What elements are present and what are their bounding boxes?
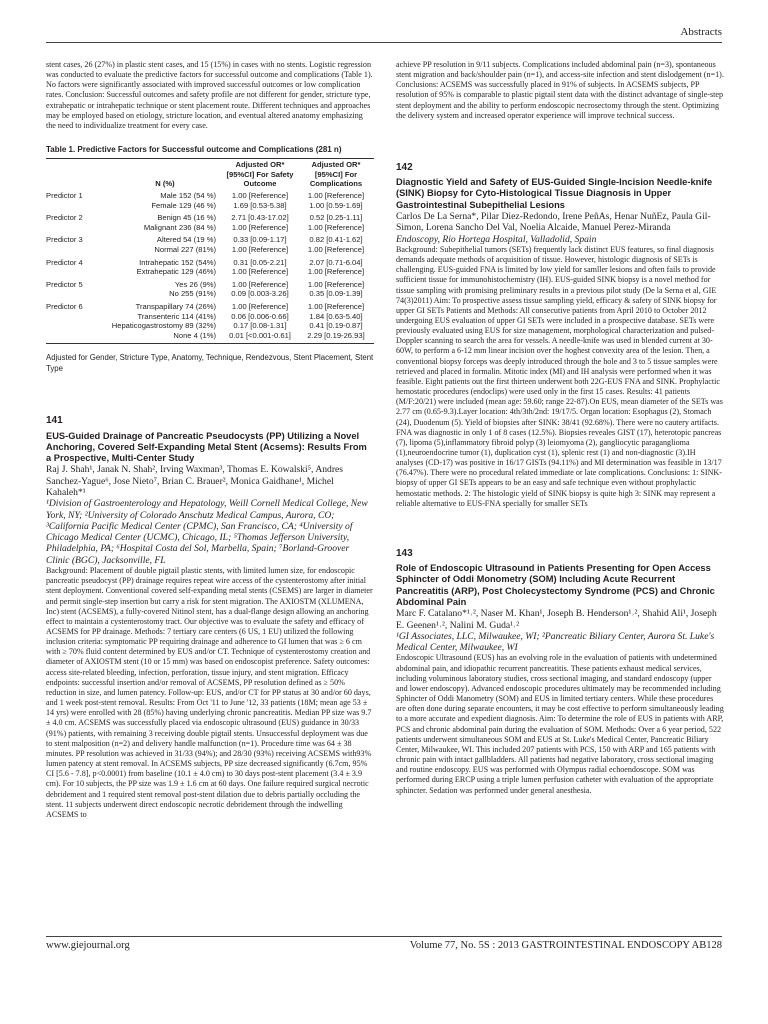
table-row — [46, 299, 374, 312]
header-safety: Adjusted OR* [95%CI] For Safety Outcome — [226, 160, 294, 189]
row-predictor: Predictor 1 — [46, 191, 83, 201]
row-complications-or: 1.00 [Reference] — [307, 245, 365, 254]
row-complications-or: 0.41 [0.19-0.87] — [309, 321, 363, 331]
row-category: Female 129 (46 %) — [151, 200, 216, 210]
abstract-authors: Carlos De La Serna*, Pilar Diez-Redondo, Irene PeñAs, Henar NuñEz, Paula Gil-Simon, Lorena Sancho Del Val, Noelia Alcaide, Manuel Perez-Miranda — [396, 210, 711, 234]
row-predictor — [46, 201, 108, 211]
row-predictor — [46, 331, 108, 341]
abstract-141 — [46, 416, 374, 820]
row-safety-or: 0.09 [0.003-3.26] — [231, 289, 289, 299]
row-predictor: Predictor 2 — [46, 213, 83, 223]
table-row — [46, 223, 374, 233]
table-row — [46, 277, 374, 290]
row-category: Normal 227 (81%) — [154, 245, 216, 254]
table-row — [46, 232, 374, 245]
abstract-number: 141 — [46, 415, 63, 427]
row-predictor: Predictor 3 — [46, 235, 83, 245]
table-row — [46, 289, 374, 299]
abstract-number: 142 — [396, 161, 413, 173]
row-complications-or: 2.29 [0.19-26.93] — [307, 330, 365, 340]
row-category: None 4 (1%) — [173, 330, 216, 340]
table-row — [46, 321, 374, 331]
header-n: N (%) — [155, 179, 175, 189]
row-safety-or: 2.71 [0.43-17.02] — [231, 213, 289, 223]
row-predictor — [46, 289, 108, 299]
row-predictor: Predictor 4 — [46, 257, 83, 267]
row-predictor: Predictor 5 — [46, 279, 83, 289]
row-complications-or: 2.07 [0.71-6.04] — [309, 257, 363, 267]
row-safety-or: 1.00 [Reference] — [231, 301, 289, 311]
row-complications-or: 1.00 [Reference] — [307, 222, 365, 232]
row-predictor — [46, 245, 108, 255]
abstract-142 — [396, 163, 724, 509]
continued-abstract-text-right: achieve PP resolution in 9/11 subjects. Complications included abdominal pain (n=3), spontaneous stent migration and back/shoulder pain (n=1), and access-site infection and stent dislodgement (n=1). Conclusions: ACSEMS was successfully placed in 91% of subjects. In ACSEMS subjects, PP resolution of 95% is comparable to plastic pigtail stent data with the distinct advantage of single-step stent deployment and the ability to perform endoscopic necrosectomy through the stent. Optimizing the delivery system and increased operator experience will improve technical success. — [396, 60, 724, 120]
row-category: Transenteric 114 (41%) — [137, 311, 216, 321]
row-category: No 255 (91%) — [169, 289, 216, 299]
row-complications-or: 1.00 [Reference] — [307, 267, 365, 277]
row-predictor — [46, 267, 108, 277]
row-category: Intrahepatic 152 (54%) — [139, 257, 216, 267]
abstract-title: Role of Endoscopic Ultrasound in Patients Presenting for Open Access Sphincter of Oddi Monometry (SOM) Including Acute Recurrent Pancreatitis (ARP), Post Cholecystectomy Syndrome (PCS) and Chronic Abdominal Pain — [396, 563, 715, 607]
table-row — [46, 210, 374, 223]
row-category: Transpapillary 74 (26%) — [135, 301, 216, 311]
table-row — [46, 191, 374, 201]
abstract-title: Diagnostic Yield and Safety of EUS-Guided Single-Incision Needle-knife (SINK) Biopsy for Cyto-Histological Tissue Diagnosis in Upper Gastrointestinal Subepithelial Lesions — [396, 177, 713, 210]
row-predictor — [46, 312, 108, 322]
table-row — [46, 267, 374, 277]
row-category: Yes 26 (9%) — [174, 279, 216, 289]
row-complications-or: 0.52 [0.25-1.11] — [309, 213, 363, 223]
abstract-affiliations: ¹Division of Gastroenterology and Hepatology, Weill Cornell Medical College, New York, NY; ²University of Colorado Anschutz Medical Campus, Aurora, CO; ³California Pacific Medical Center (CPMC), San Francisco, CA; ⁴University of Chicago Medical Center (UCMC), Chicago, IL; ⁵Thomas Jefferson University, Philadelphia, PA; ⁶Hospital Costa del Sol, Marbella, Spain; ⁷Borland-Groover Clinic (BGC), Jacksonville, FL — [46, 498, 368, 566]
table-row — [46, 255, 374, 268]
volume-info: Volume 77, No. 5S : 2013 GASTROINTESTINAL ENDOSCOPY AB128 — [409, 940, 722, 951]
row-complications-or: 0.35 [0.09-1.39] — [309, 289, 363, 299]
table-caption: Table 1. Predictive Factors for Successful outcome and Complications (281 n) — [46, 145, 342, 155]
row-safety-or: 1.00 [Reference] — [231, 267, 289, 277]
row-category: Malignant 236 (84 %) — [143, 222, 216, 232]
row-safety-or: 0.06 [0.006-0.66] — [231, 311, 289, 321]
table-row — [46, 201, 374, 211]
row-predictor: Predictor 6 — [46, 301, 83, 311]
abstract-number: 143 — [396, 547, 413, 559]
abstract-affiliations: Endoscopy, Rio Hortega Hospital, Valladolid, Spain — [396, 233, 597, 245]
row-safety-or: 1.00 [Reference] — [231, 222, 289, 232]
table-row — [46, 331, 374, 341]
row-category: Extrahepatic 129 (46%) — [136, 267, 216, 277]
abstract-title: EUS-Guided Drainage of Pancreatic Pseudocysts (PP) Utilizing a Novel Anchoring, Covered Self-Expanding Metal Stent (Acsems): Results From a Prospective, Multi-Center Study — [46, 430, 367, 464]
journal-url[interactable]: www.giejournal.org — [46, 940, 130, 951]
row-safety-or: 1.00 [Reference] — [231, 191, 289, 201]
abstract-affiliations: ¹GI Associates, LLC, Milwaukee, WI; ²Pancreatic Biliary Center, Aurora St. Luke's Medical Center, Milwaukee, WI — [396, 630, 715, 654]
row-category: Male 152 (54 %) — [160, 191, 216, 201]
row-safety-or: 0.33 [0.09-1.17] — [233, 235, 287, 245]
row-predictor — [46, 223, 108, 233]
continued-abstract-text: stent cases, 26 (27%) in plastic stent cases, and 15 (15%) in cases with no stents. Logistic regression was conducted to evaluate the predictive factors for successful outcome and complications (Table 1). No factors were significantly associated with improved successful outcomes or low complication rates. Conclusion: Successful outcomes and safety profile are not different for gender, stricture type, extrahepatic or intrahepatic technique or stent placement route. Different techniques and approaches may be employed based on etiology, stricture location, and eventual altered anatomy emphasizing the need to individualize treatment for every case. — [46, 60, 373, 130]
abstract-body: Background: Placement of double pigtail plastic stents, with limited lumen size, for endoscopic pancreatic pseudocyst (PP) drainage requires repeat wire access of the cystenterostomy after initial stent deployment. Conventional covered self-expanding metal stents (CSEMS) are larger in diameter and permit single-step insertion but carry a risk for stent migration. The AXIOSTM (XLUMENA, Inc) stent (ACSEMS), a fully-covered Nitinol stent, has a dual-flange design allowing an anchoring effect to maintain a cystenterostomy tract. Our objective was to evaluate the safety and efficacy of ACSEMS for PP drainage. Methods: 7 tertiary care centers (6 US, 1 EU) utilized the following inclusion criteria: symptomatic PP requiring drainage and adherence to GI lumen that was ≥ 6 cm with ≥ 70% fluid content determined by EUS and/or CT. Technique of cystenterostomy creation and diameter of AXIOSTM stent (10 or 15 mm) was based on endoscopist preference. Safety outcomes: access site-related bleeding, infection, perforation, tissue injury, and stent migration. Efficacy endpoints: successful insertion and/or removal of ACSEMS, PP resolution defined as ≥ 50% reduction in size, and lumen patency. Follow-up: EUS, and/or CT for PP status at 30 and/or 60 days, and 1 week post-stent removal. Results: From Oct '11 to June '12, 33 patients (18M; mean age 53 ± 14 yrs) were enrolled with 28 (85%) having underlying chronic pancreatitis. Median PP size was 9.7 ± 4.0 cm. ACSEMS was successfully placed via endoscopic ultrasound (EUS) guidance in 30/33 (91%) patients, with remaining 3 receiving double pigtail stents. Unsuccessful deployment was due to stent malposition (n=2) and delivery handle malfunction (n=1). Procedure time was 64 ± 38 minutes. PP resolution was achieved in 31/33 (94%); and 28/30 (93%) receiving ACSEMS with93% lumen patency at stent removal. In ACSEMS subjects, PP size decreased significantly (6.7cm, 95% CI [5.6 - 7.8], p<0.0001) from baseline (10.1 ± 4.0 cm) to 30 days post-stent placement (3.4 ± 3.9 cm). For 10 subjects, the PP size was 1.9 ± 1.6 cm at 60 days. One failure required surgical necrotic debridement and 1 required stent removal post-stent dilation due to debris partially occluding the stent. 11 subjects underwent direct endoscopic necrotic debridement through the indwelling ACSEMS to — [46, 566, 373, 819]
row-safety-or: 1.00 [Reference] — [231, 245, 289, 254]
table-body — [46, 191, 374, 340]
left-column — [46, 60, 374, 820]
row-safety-or: 0.17 [0.08-1.31] — [233, 321, 287, 331]
row-safety-or: 1.00 [Reference] — [231, 279, 289, 289]
row-complications-or: 0.82 [0.41-1.62] — [309, 235, 363, 245]
row-category: Altered 54 (19 %) — [156, 235, 216, 245]
section-title: Abstracts — [680, 26, 722, 38]
table-footnote: Adjusted for Gender, Stricture Type, Anatomy, Technique, Rendezvous, Stent Placement, Stent Type — [46, 353, 374, 374]
predictive-factors-table — [46, 159, 374, 340]
row-complications-or: 1.00 [0.59-1.69] — [309, 200, 363, 210]
footer-rule — [46, 936, 722, 937]
header-complications: Adjusted OR* [95%CI] For Complications — [309, 160, 363, 189]
table-row — [46, 312, 374, 322]
row-category: Benign 45 (16 %) — [157, 213, 216, 223]
table-bottom-rule — [46, 343, 374, 344]
abstract-143 — [396, 549, 724, 796]
header-predictor — [46, 159, 108, 191]
row-category: Hepaticogastrostomy 89 (32%) — [111, 321, 216, 331]
row-complications-or: 1.00 [Reference] — [307, 191, 365, 201]
row-safety-or: 1.69 [0.53-5.38] — [233, 200, 287, 210]
row-complications-or: 1.84 [0.63-5.40] — [309, 311, 363, 321]
row-safety-or: 0.31 [0.05-2.21] — [233, 257, 287, 267]
page-footer — [46, 936, 722, 951]
table-row — [46, 245, 374, 255]
abstract-authors: Marc F. Catalano*¹˒², Naser M. Khan¹, Joseph B. Henderson¹˒², Shahid Ali¹, Joseph E. Geenen¹˒², Nalini M. Guda¹˒² — [396, 608, 717, 631]
row-predictor — [46, 321, 108, 331]
table-header-row — [46, 159, 374, 191]
right-column — [396, 60, 724, 796]
abstract-authors: Raj J. Shah¹, Janak N. Shah², Irving Waxman³, Thomas E. Kowalski⁵, Andres Sanchez-Yague⁶, Jose Nieto⁷, Brian C. Brauer², Monica Gaidhane¹, Michel Kahaleh*¹ — [46, 464, 344, 498]
header-rule — [46, 42, 722, 43]
row-complications-or: 1.00 [Reference] — [307, 279, 365, 289]
abstract-body: Endoscopic Ultrasound (EUS) has an evolving role in the evaluation of patients with undetermined abdominal pain, and idiopathic recurrent pancreatitis. These patients exhaust medical services, including voluminous laboratory studies, cross sectional imaging, and standard endoscopy (upper and lower endoscopy). Advanced endoscopic procedures ultimately may be recommended including Sphincter of Oddi Manometry (SOM) and EUS in limited tertiary centers. While these procedures are often done during separate encounters, it may be cost effective to perform simultaneously leading to a more accurate and expedient diagnosis. Aim: To determine the role of EUS in patients with ARP, PCS and chronic abdominal pain during the evaluation of SOM. Methods: Over a 6 year period, 522 patients underwent simultaneous SOM and EUS at St. Luke's Medical Center, Pancreatic Biliary Center, Milwaukee, WI. This included 207 patients with PCS, 150 with ARP and 165 patients with chronic pain with intact gallbladders. All patients had negative laboratory, cross sectional imaging and routine endoscopy. EUS was performed with Olympus radial echoendoscope. SOM was performed during ERCP using a triple lumen perfusion catheter with evaluation of the appropriate sphincter. Sedation was performed under general anesthesia. — [396, 653, 724, 795]
row-safety-or: 0.01 [<0.001-0.61] — [229, 330, 291, 340]
abstract-body: Background: Subepithelial tumors (SETs) frequently lack distinct EUS features, so final diagnosis demands adequate methods of acquisition of tissue. However, histologic diagnosis of SETs is challenging. EUS-guided FNA is limited by low yield for samller lesions and often fails to provide sufficient tissue for immunohistochemistry (IH). EUS-guided SINK biopsy is a novel method for tissue sampling with promising preliminary results in a previous pilot study (De la Serna et al, GIE 74(3)2011) Aim: To prospective assess tissue sampling yield, efficacy & safety of SINK biopsy for upper GI SETs Patients and Methods: All consecutive patients from April 2010 to October 2012 undergoing EUS evaluation of upper GI SETs were included in a prospective database. SETs were previously evaluated using EUS for size management, morphological characterization and pulsed-Doppler scanning to search the area for vessels. A needle-knife was used in blended current at 30-60W, to perform a 6-12 mm linear incision over the hoghest convexity area of the lesion. Then, a conventional biopsy forceps was deeply introduced through the hole and 3 to 5 tissue samples were retrieved and placed in formalin. Mitotic index (MI) and IH analysis were performed when it was feasible. Eight patients out the first thirteen underwent both 22G-EUS FNA and SINK. Prophylactic hemostatic procedures (endoclips) were used only in the first 15 cases. Results: 41 patients (M/F:20/21) were included (mean age: 59.60; range 22-87).On EUS, mean diameter of the SETs was 2.77 cm (0.65-9.3).Layer location: 4th/3th/2nd: 19/17/5. Organ location: Esophagus (2), Stomach (24), Duodenum (5). Yield of biopsies after SINK: 38/41 (92.68%). There were no cautery artifacts. FNA was diagnostic in only 1 of 8 cases (12.5%). Biopsies reveales GIST (17), heterotopic pancreas (7), lipoma (5),inflammatory fibroid polyp (3) leiomyoma (2), gangliocytic paraganglioma (1),neuroendocrine tumor (1), duplication cyst (1), splenic rest (1) and non-diagnostic (3).IH analyses (CD-17) was positive in 16/17 GISTs (94.11%) and MI determination was feasible in 13/17 (76.47%). There were no procedural related immediate or late complications. Conclusions: 1: SINK-biopsy of upper GI SETs appears to be an easy and safe technique even without prophylactic hemostatic methods. 2: The histologic yield of SINK biopsy is quite high 3: SINK may represent a reliable alternative to EUS-FNA specially for smaller SETs — [396, 244, 723, 508]
row-complications-or: 1.00 [Reference] — [307, 301, 365, 311]
